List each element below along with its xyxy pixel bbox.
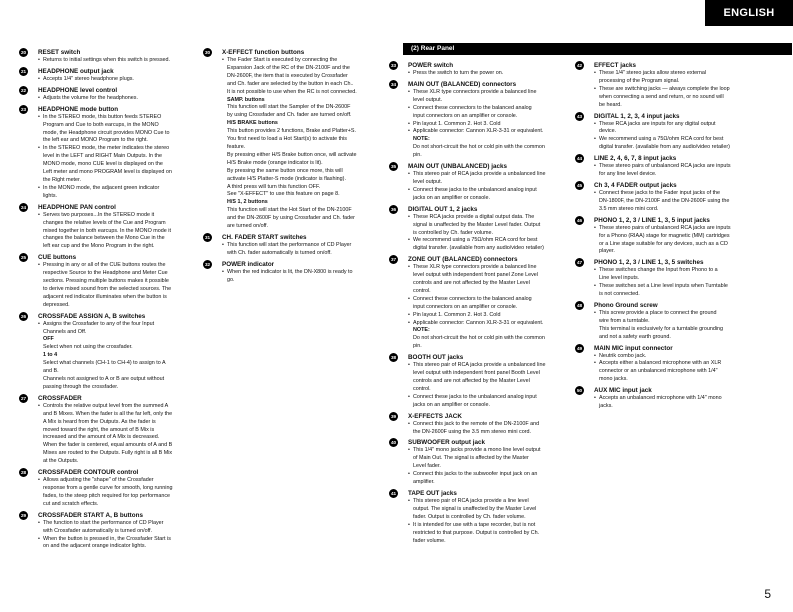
item-text: DN-2600F, the item that is executed by Crossfader (227, 72, 348, 79)
item-title: POWER switch (408, 62, 454, 69)
item-text: Select what channels (CH-1 to CH-4) to assign to A (43, 360, 166, 367)
item-text: is controlled by Ch. fader volume. (413, 229, 493, 236)
item-title: HEADPHONE PAN control (38, 203, 116, 211)
item-title: BOOTH OUT jacks (408, 354, 464, 362)
column-3 (390, 61, 582, 547)
item-text: Mixes are routed to the Outputs. Fully right is all B Mix (43, 450, 173, 457)
item-text: on and the adjacent orange indicator lights. (43, 543, 147, 550)
item-21 (20, 67, 210, 84)
item-text: • Adjusts the volume for the headphones. (38, 95, 210, 103)
item-number-badge: 27 (20, 395, 27, 401)
item-text: • Connect these connectors to the balanced analog (408, 105, 582, 113)
item-text: • Returns to initial settings when this switch is pressed. (38, 57, 210, 65)
item-number-badge: 43 (576, 113, 583, 119)
item-text: • Pin layout 1. Common 2. Hot 3. Cold (408, 312, 582, 320)
item-heading (19, 312, 210, 321)
item-text: It is not possible to use when the RC is not connected. (227, 88, 357, 95)
item-number-badge: 49 (576, 345, 583, 351)
item-title: LINE 2, 4, 6, 7, 8 input jacks (594, 155, 677, 163)
item-text: input connectors on an amplifier or console. (413, 303, 518, 310)
item-text: for any line level device. (599, 171, 657, 178)
item-text: the DN-2600F using the 3.5 mm stereo mini cord. (413, 428, 532, 435)
item-text: • Connect these jacks to the unbalanced analog input (408, 187, 582, 195)
item-title: AUX MIC input jack (594, 387, 652, 395)
item-text: • These stereo pairs of unbalanced RCA jacks are inputs (594, 225, 766, 233)
item-50 (576, 386, 766, 411)
item-heading (389, 438, 582, 447)
item-text: with Ch. fader automatically is turned on/off. (227, 249, 332, 256)
item-33 (390, 61, 582, 78)
item-number-badge: 35 (390, 164, 397, 170)
item-text: • These 1/4" stereo jacks allow stereo external (594, 70, 766, 78)
item-46 (576, 216, 766, 257)
item-48 (576, 301, 766, 342)
item-title: PHONO 1, 2, 3 / LINE 1, 3, 5 switches (594, 259, 704, 267)
item-number-badge: 24 (20, 204, 27, 210)
item-text: digital transfer. (available from any audio/video retailer) (599, 144, 730, 151)
item-title: Phono Ground screw (594, 301, 658, 309)
item-heading (389, 61, 582, 70)
item-text: level output. (413, 178, 443, 185)
item-text: processing of the Program signal. (599, 77, 680, 84)
item-44 (576, 154, 766, 179)
item-title: SUBWOOFER output jack (408, 439, 485, 447)
item-30 (204, 48, 396, 231)
item-text: passing through the crossfader. (43, 383, 119, 390)
item-heading (575, 216, 766, 225)
item-number-badge: 20 (20, 50, 27, 55)
item-text: • Accepts an unbalanced microphone with 1/4" mono (594, 395, 766, 403)
item-text: signal is unaffected by the Master Level fader. Output (413, 221, 541, 228)
item-text: and not a safety earth ground. (599, 333, 671, 340)
item-47 (576, 258, 766, 299)
item-text: at the Outputs. (43, 458, 79, 465)
item-text: are turned on/off. (227, 223, 268, 230)
item-title: CH. FADER START switches (222, 233, 307, 241)
item-text: connector or an unbalanced microphone with 1/4" (599, 368, 718, 375)
item-text: is not connected. (599, 291, 640, 298)
item-text: • Pin layout 1. Common 2. Hot 3. Cold (408, 121, 582, 129)
item-text: This function will start the Sampler of the DN-2600F (227, 104, 351, 111)
item-text: H/S Brake mode (orange indicator is lit). (227, 159, 323, 166)
item-text: Program and Cue to both earcups, in the MONO (43, 121, 159, 128)
item-36 (390, 205, 582, 254)
item-39 (390, 412, 582, 437)
item-number-badge: 32 (204, 261, 211, 267)
item-heading (575, 181, 766, 190)
item-title: HEADPHONE output jack (38, 67, 114, 75)
item-49 (576, 344, 766, 385)
item-text: Left meter and mono PROGRAM level is displayed on (43, 169, 172, 176)
item-text: amplifier. (413, 479, 435, 486)
item-text: and Ch. fader are selected by the button in each Ch.. (227, 80, 354, 87)
item-number-badge: 21 (20, 68, 27, 74)
item-text: level output. (413, 96, 443, 103)
item-text: • Connect these jacks to the Fader input jacks of the (594, 190, 766, 198)
item-text: adjacent red indicator illuminates when the button is (43, 293, 167, 300)
item-heading (575, 301, 766, 310)
column-4 (576, 61, 766, 413)
item-heading (575, 344, 766, 353)
item-heading (19, 394, 210, 403)
item-text: input connectors on an amplifier or console. (413, 112, 518, 119)
item-text: DN-1800F, the DN-2100F and the DN-2600F using the (599, 197, 730, 204)
item-text: mixed together in both earcups. In the MONO mode it (43, 227, 171, 234)
item-text: • Connect this jacks to the subwoofer input jack on an (408, 471, 582, 479)
item-text: fader volume. (413, 537, 446, 544)
item-text: changes the relative levels of the Cue and Program (43, 219, 166, 226)
item-text: pin. (413, 152, 422, 159)
item-number-badge: 48 (576, 302, 583, 308)
item-text: • In the STEREO mode, the meter indicates the stereo (38, 145, 210, 153)
item-text: device. (599, 128, 617, 135)
item-heading (389, 205, 582, 214)
item-23 (20, 105, 210, 201)
item-text: feature. (227, 143, 246, 150)
item-text: • When the button is pressed in, the Crossfader Start is (38, 536, 210, 544)
item-text: and B Mixes. When the fader is all the far left, only the (43, 410, 173, 417)
item-text: control. (413, 287, 431, 294)
item-heading (203, 48, 396, 57)
item-title: RESET switch (38, 49, 81, 56)
item-text: activate H/S Platter-S mode (indicator is flashing). (227, 175, 346, 182)
item-heading (575, 112, 766, 121)
item-text: • Allows adjusting the "shape" of the Crossfader (38, 477, 210, 485)
item-text: 3.5 mm stereo mini cord. (599, 205, 659, 212)
item-number-badge: 42 (576, 63, 583, 68)
item-title: DIGITAL OUT 1, 2 jacks (408, 205, 478, 213)
item-35 (390, 162, 582, 203)
item-text: level in the LEFT and RIGHT Main Outputs. In the (43, 153, 163, 160)
item-text: cut and scratch effects. (43, 500, 99, 507)
item-text: fades, to the steep pitch required for top performance (43, 492, 171, 499)
item-text: depressed. (43, 301, 70, 308)
item-text: and B. (43, 368, 59, 375)
item-number-badge: 41 (390, 490, 397, 496)
item-text: • This function will start the performance of CD Player (222, 242, 396, 250)
item-24 (20, 203, 210, 252)
item-heading (389, 412, 582, 421)
item-heading (389, 80, 582, 89)
item-text: sections. Pressing multiple buttons makes it possible (43, 278, 169, 285)
item-text: to derive mixed sound from the selected sources. The (43, 285, 172, 292)
item-heading (203, 233, 396, 242)
item-text: left ear cup and the Mono Program in the right. (43, 243, 155, 250)
item-text: lights. (43, 192, 58, 199)
item-number-badge: 45 (576, 182, 583, 188)
item-text: controls and are not affected by the Master Level (413, 378, 530, 384)
item-37 (390, 255, 582, 351)
item-text: the left ear and MONO Program to the right. (43, 137, 148, 144)
item-text: controls and are not affected by the Master Level (413, 280, 530, 287)
item-number-badge: 36 (390, 206, 397, 212)
item-text: jacks. (599, 403, 613, 410)
item-text: • Connect these connectors to the balanced analog (408, 296, 582, 304)
item-title: MAIN OUT (BALANCED) connectors (408, 80, 517, 88)
item-text: when connecting a send and return, or no sound will (599, 93, 724, 100)
item-text: • Connect this jack to the remote of the DN-2100F and (408, 421, 582, 429)
item-text: Channels not assigned to A or B are output without (43, 376, 165, 382)
item-text: By pressing the same button once more, this will (227, 167, 343, 174)
item-text: output. The signal is unaffected by the Master Level (413, 505, 537, 512)
item-20 (20, 48, 210, 65)
item-text: • This screw provide a place to connect the ground (594, 310, 766, 318)
item-text: the Right meter. (43, 176, 82, 183)
item-26 (20, 312, 210, 392)
item-38 (390, 353, 582, 409)
item-heading (19, 511, 210, 520)
item-text: A Mix is heard from the Outputs. As the fader is (43, 418, 156, 425)
item-text: of Main Out. The signal is affected by the Master (413, 455, 529, 462)
item-title: POWER indicator (222, 260, 275, 268)
item-number-badge: 47 (576, 260, 583, 266)
item-title: CROSSFADER (38, 394, 82, 402)
item-41 (390, 489, 582, 545)
item-heading (19, 253, 210, 262)
item-text: wire from a turntable. (599, 317, 650, 324)
item-text: • These are switching jacks — always complete the loop (594, 86, 766, 94)
item-text: Do not short-circuit the hot or cold pin with the common (413, 335, 545, 342)
item-text: By pressing either H/S Brake button once, will activate (227, 151, 357, 158)
item-text: mode, the Headphone circuit provides MONO Cue to (43, 129, 170, 136)
item-text: • This stereo pair of RCA jacks provide a line level (408, 498, 582, 506)
item-heading (19, 105, 210, 114)
item-title: CROSSFADER CONTOUR control (38, 469, 139, 477)
item-number-badge: 46 (576, 217, 583, 223)
item-text: increased and the amount of A Mix is decreased. (43, 434, 160, 441)
item-text: • In the STEREO mode, this button feeds STEREO (38, 114, 210, 122)
item-text: pin. (413, 343, 422, 350)
item-text: be heard. (599, 101, 622, 108)
item-heading (389, 489, 582, 498)
item-heading (19, 48, 210, 57)
item-number-badge: 38 (390, 355, 397, 361)
item-25 (20, 253, 210, 309)
rear-panel-section-header: (2) Rear Panel (403, 43, 792, 55)
item-subheading: H/S 1, 2 buttons (227, 199, 268, 206)
item-heading (19, 67, 210, 76)
item-title: X-EFFECT function buttons (222, 49, 305, 56)
item-text: respective Source to the Headphone and Meter Cue (43, 270, 168, 277)
item-text: This button provides 2 functions, Brake and Platter+S. (227, 128, 356, 135)
item-text: jacks on an amplifier or console. (413, 194, 491, 201)
item-text: control. (413, 385, 431, 392)
item-title: TAPE OUT jacks (408, 489, 457, 497)
item-number-badge: 22 (20, 87, 27, 93)
item-42 (576, 61, 766, 110)
item-title: CUE buttons (38, 254, 77, 262)
item-text: Line level inputs. (599, 275, 640, 282)
item-text: changes the balance between the Mono Cue in the (43, 235, 165, 242)
item-number-badge: 37 (390, 257, 397, 263)
item-text: This terminal is exclusively for a turntable grounding (599, 325, 724, 332)
item-title: HEADPHONE mode button (38, 105, 119, 113)
column-1 (20, 48, 210, 553)
item-text: See "X-EFFECT" to use this feature on page 8. (227, 191, 340, 198)
item-heading (389, 255, 582, 264)
item-text: go. (227, 276, 235, 283)
item-text: and the DN-2600F by using Crossfader and Ch. fader (227, 215, 355, 222)
item-heading (575, 258, 766, 267)
item-heading (19, 86, 210, 95)
item-22 (20, 86, 210, 103)
item-text: Channels and Off. (43, 328, 87, 335)
item-title: CROSSFADE ASSIGN A, B switches (38, 312, 146, 320)
item-title: DIGITAL 1, 2, 3, 4 input jacks (594, 112, 680, 120)
item-subheading: NOTE: (413, 136, 430, 143)
item-text: • These XLR type connectors provide a balanced line (408, 264, 582, 272)
item-title: X-EFFECTS JACK (408, 412, 462, 420)
item-number-badge: 34 (390, 81, 397, 87)
item-27 (20, 394, 210, 466)
item-34 (390, 80, 582, 160)
item-subheading: NOTE: (413, 327, 430, 334)
item-subheading: SAMP. buttons (227, 96, 265, 103)
item-text: or a Line stage suitable for any devices, such as a CD (599, 240, 728, 247)
item-text: • Pressing in any or all of the CUE buttons routes the (38, 262, 210, 270)
item-title: MAIN MIC input connector (594, 344, 673, 352)
item-text: digital transfer. (available from any audio/video retailer) (413, 245, 544, 252)
item-heading (389, 353, 582, 362)
item-number-badge: 33 (390, 63, 397, 68)
item-number-badge: 50 (576, 388, 583, 394)
item-31 (204, 233, 396, 258)
item-29 (20, 511, 210, 552)
item-subheading: H/S BRAKE buttons (227, 120, 278, 127)
item-40 (390, 438, 582, 487)
item-text: • Neutrik combo jack. (594, 353, 766, 361)
item-subheading: OFF (43, 336, 54, 343)
item-text: • In the MONO mode, the adjacent green indicator (38, 185, 210, 193)
item-text: • These switches change the Input from Phono to a (594, 267, 766, 275)
item-text: • These stereo pairs of unbalanced RCA jacks are inputs (594, 163, 766, 171)
item-title: EFFECT jacks (594, 62, 636, 69)
item-text: fader. Output is controlled by Ch. fader volume. (413, 513, 526, 520)
item-title: PHONO 1, 2, 3 / LINE 1, 3, 5 input jacks (594, 216, 710, 224)
item-subheading: 1 to 4 (43, 352, 58, 359)
item-text: • Serves two purposes...In the STEREO mode it (38, 212, 210, 220)
item-heading (19, 203, 210, 212)
item-text: response from a gentle curve for smooth, long running (43, 484, 173, 491)
item-text: • Accepts 1/4" stereo headphone plugs. (38, 76, 210, 84)
item-text: This function will start the Hot Start of the DN-2100F (227, 207, 352, 214)
item-number-badge: 25 (20, 255, 27, 261)
item-heading (19, 468, 210, 477)
item-text: with Crossfader automatically is turned on/off. (43, 527, 152, 534)
item-text: When the fader is centered, equal amounts of A and B (43, 442, 173, 449)
item-text: • Applicable connector: Cannon XLR-3-31 or equivalent. (408, 128, 582, 136)
item-number-badge: 39 (390, 413, 397, 419)
item-text: • We recommend using a 75Ω/ohm RCA cord for best (408, 237, 582, 245)
item-text: • These XLR type connectors provide a balanced line (408, 89, 582, 97)
item-number-badge: 26 (20, 313, 27, 319)
item-title: CROSSFADER START A, B buttons (38, 511, 143, 519)
item-text: • These RCA jacks provide a digital output data. The (408, 214, 582, 222)
item-text: • This stereo pair of RCA jacks provide a unbalanced line (408, 362, 582, 370)
item-heading (575, 154, 766, 163)
item-text: Select when not using the crossfader. (43, 344, 133, 351)
item-text: • The Fader Start is executed by connecting the (222, 57, 396, 65)
item-text: moved toward the right, the amount of B Mix is (43, 426, 155, 433)
item-text: Do not short-circuit the hot or cold pin with the common (413, 144, 545, 151)
item-text: • Connect these jacks to the unbalanced analog input (408, 394, 582, 402)
item-text: level output with independent front panel Booth Level (413, 370, 540, 377)
item-45 (576, 181, 766, 214)
item-text: • These RCA jacks are inputs for any digital output (594, 121, 766, 129)
item-title: ZONE OUT (BALANCED) connectors (408, 256, 518, 264)
item-text: • It is intended for use with a tape recorder, but is not (408, 522, 582, 530)
item-text: • This 1/4" mono jacks provide a mono line level output (408, 447, 582, 455)
item-text: player. (599, 248, 615, 255)
item-text: • These switches set a Line level inputs when Turntable (594, 283, 766, 291)
language-tab: ENGLISH (705, 0, 793, 26)
item-text: • Applicable connector: Cannon XLR-3-31 or equivalent. (408, 320, 582, 328)
item-heading (575, 61, 766, 70)
item-text: • Controls the relative output level from the summed A (38, 403, 210, 411)
item-28 (20, 468, 210, 509)
item-text: mono jacks. (599, 376, 628, 383)
item-text: level output with independent front panel Zone Level (413, 272, 538, 279)
item-title: HEADPHONE level control (38, 86, 118, 94)
item-text: You first need to load a Hot Start(s) to activate this (227, 136, 347, 143)
item-number-badge: 29 (20, 512, 27, 518)
item-text: jacks on an amplifier or console. (413, 401, 491, 408)
item-43 (576, 112, 766, 153)
item-text: • Assigns the Crossfader to any of the four Input (38, 321, 210, 329)
item-text: MONO mode, mono CUE level is displayed on the (43, 161, 163, 168)
item-title: Ch 3, 4 FADER output jacks (594, 181, 677, 189)
item-number-badge: 30 (204, 50, 211, 55)
item-text: • The function to start the performance of CD Player (38, 520, 210, 528)
item-text: • Accepts either a balanced microphone with an XLR (594, 360, 766, 368)
item-text: restricted to that purpose. Output is controlled by Ch. (413, 529, 540, 536)
item-number-badge: 31 (204, 234, 211, 240)
item-number-badge: 44 (576, 156, 583, 162)
item-heading (575, 386, 766, 395)
item-heading (389, 162, 582, 171)
item-title: MAIN OUT (UNBALANCED) jacks (408, 163, 508, 171)
page-number: 5 (764, 587, 771, 601)
item-number-badge: 40 (390, 440, 397, 446)
item-heading (203, 260, 396, 269)
item-text: • We recommend using a 75Ω/ohm RCA cord for best (594, 136, 766, 144)
item-32 (204, 260, 396, 285)
item-text: • This stereo pair of RCA jacks provide a unbalanced line (408, 171, 582, 179)
item-text: by using Crossfader and Ch. fader are turned on/off. (227, 112, 352, 119)
item-text: A third press will turn this function OFF. (227, 183, 321, 190)
item-text: Expansion Jack of the RC of the DN-2100F and the (227, 64, 350, 71)
item-text: • Press the switch to turn the power on. (408, 70, 582, 78)
item-number-badge: 28 (20, 470, 27, 476)
item-text: • When the red indicator is lit, the DN-X800 is ready to (222, 269, 396, 277)
item-text: for a Phono (RIAA) stage for magnetic (MM) cartridges (599, 232, 730, 239)
column-2 (204, 48, 396, 287)
item-number-badge: 23 (20, 106, 27, 112)
item-text: Level fader. (413, 463, 441, 470)
